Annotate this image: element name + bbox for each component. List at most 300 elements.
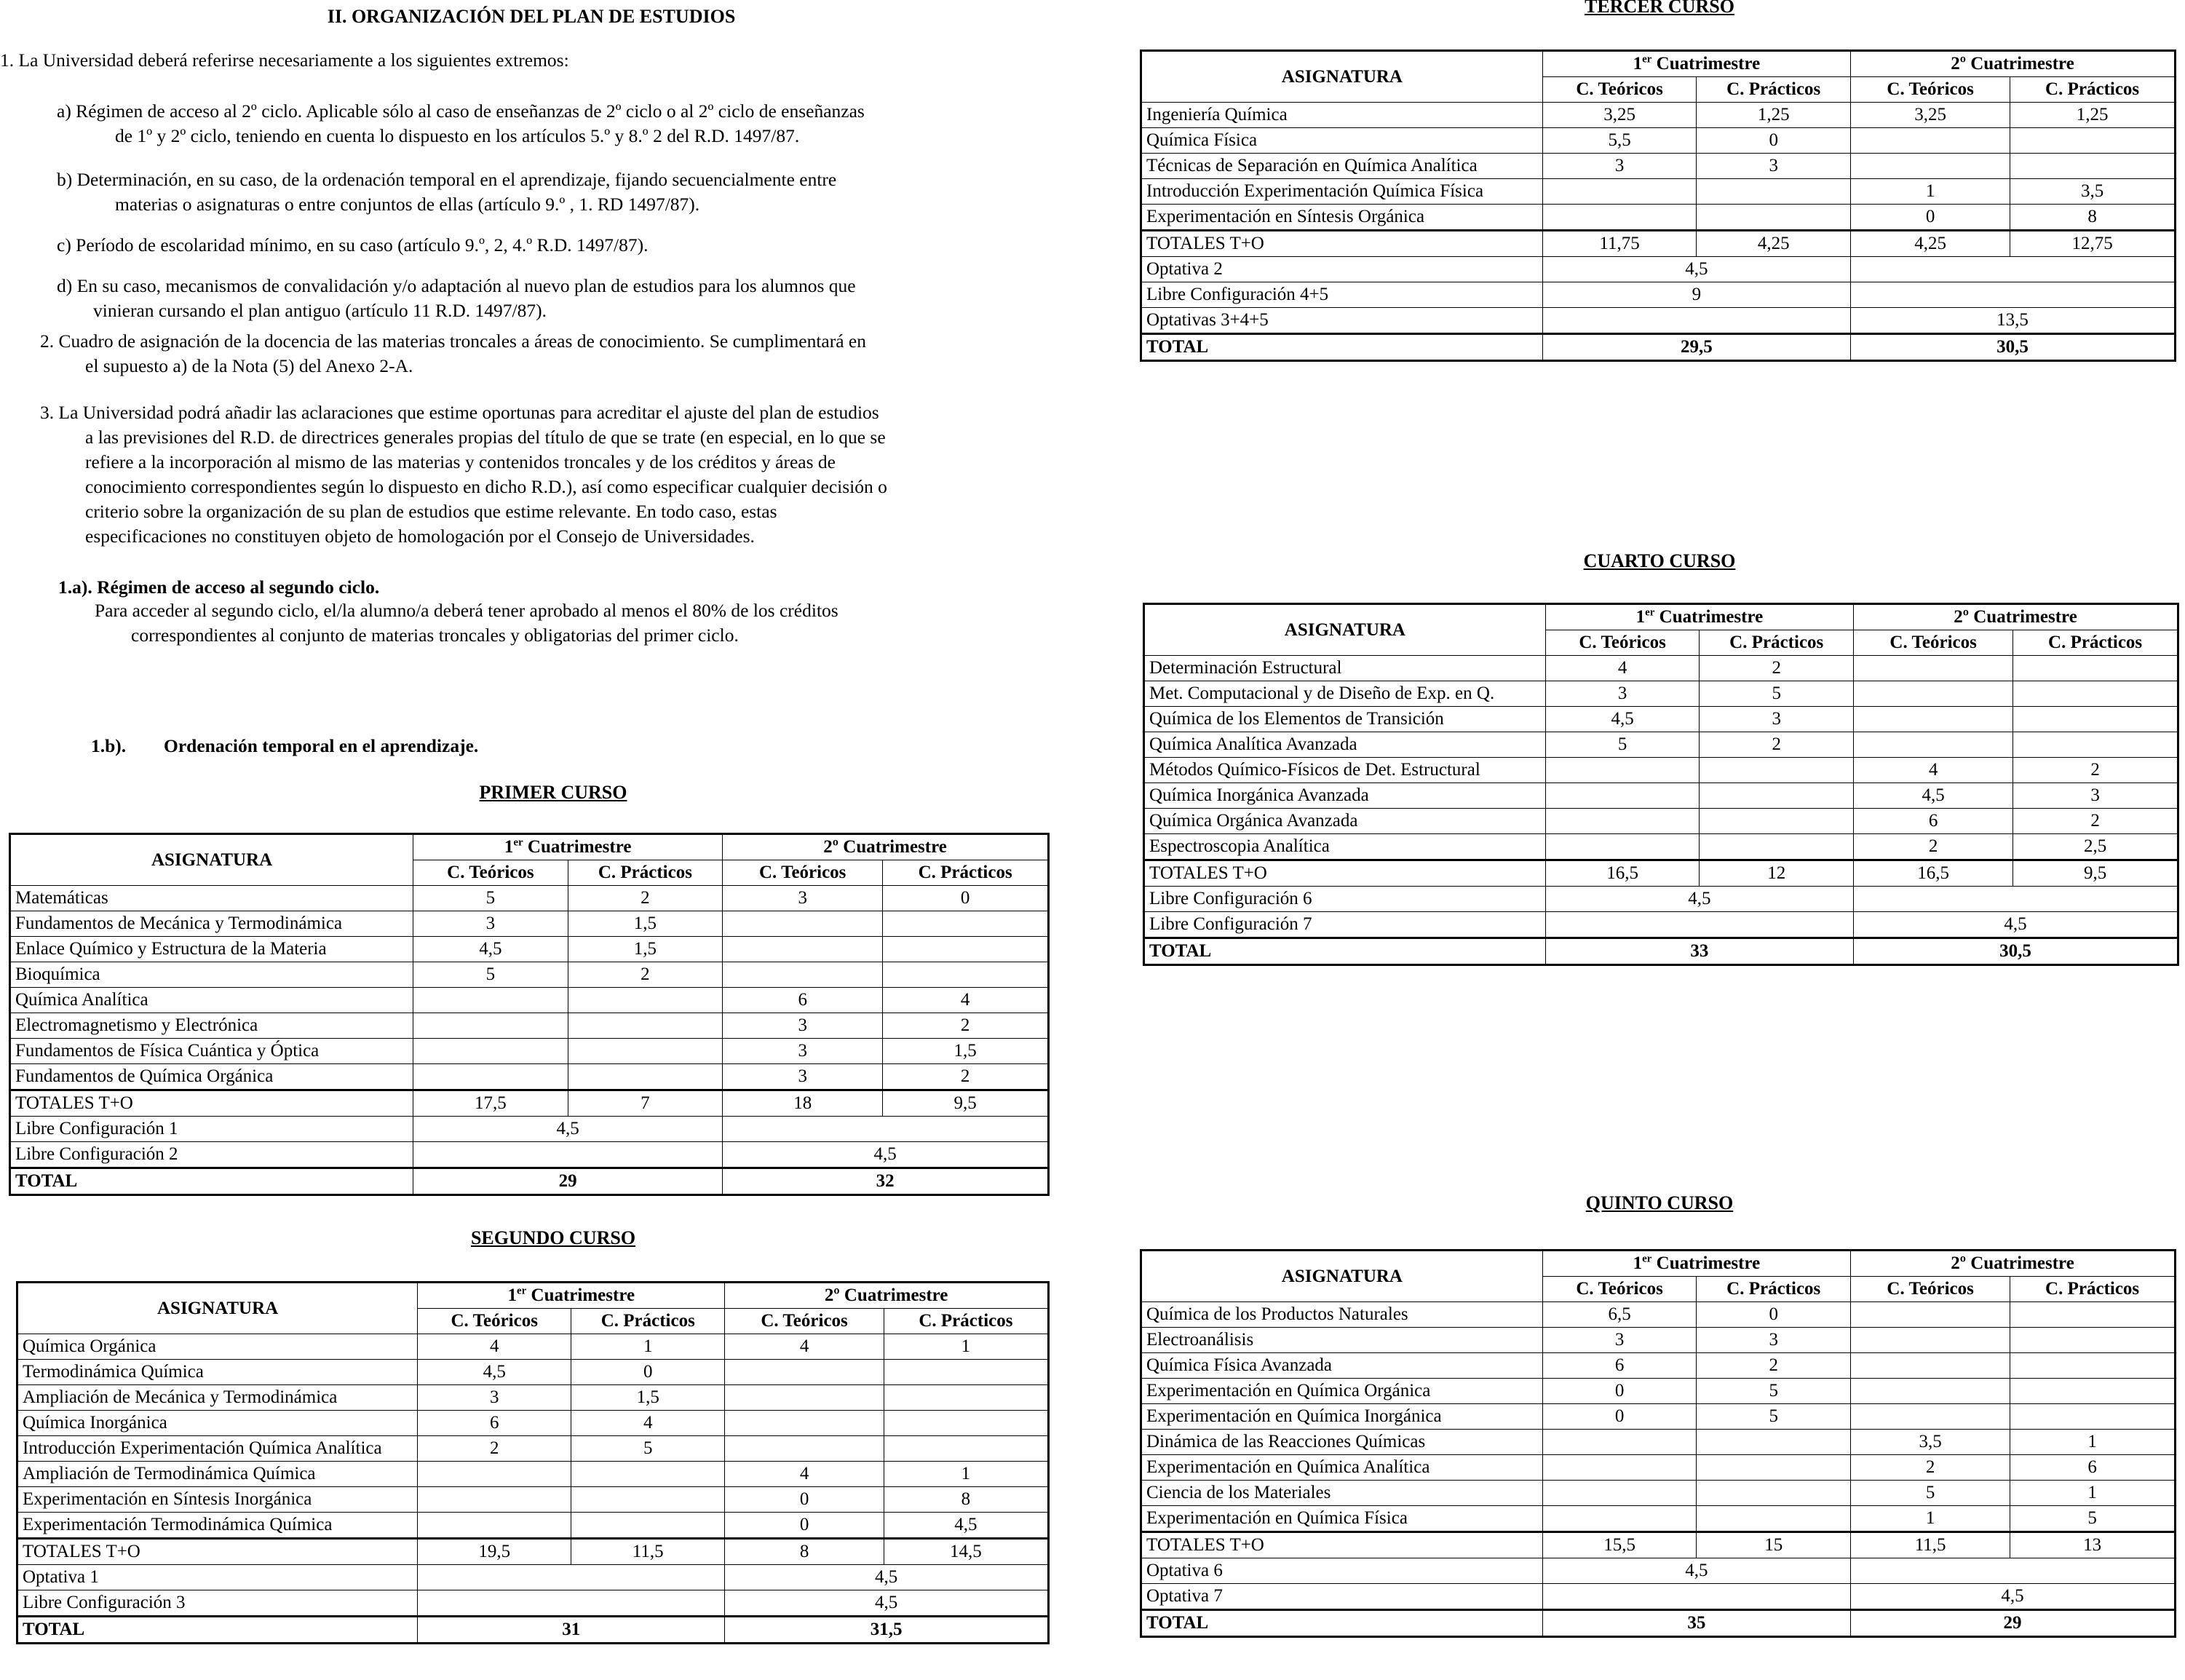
credit-cell: [1854, 681, 2013, 707]
credit-cell: [884, 1385, 1048, 1411]
extra-label: Optativa 2: [1141, 257, 1543, 282]
credit-cell: 3: [1542, 154, 1697, 179]
extra-label: Libre Configuración 2: [10, 1142, 413, 1168]
extra-label: Optativas 3+4+5: [1141, 308, 1543, 334]
credit-cell: 4,5: [1545, 707, 1700, 732]
totales-label: TOTALES T+O: [17, 1539, 418, 1565]
section-1a-title: 1.a). Régimen de acceso al segundo ciclo.: [58, 576, 380, 598]
total-cuatrimestre-2: 32: [723, 1168, 1049, 1195]
credit-cell: [1700, 809, 1854, 834]
credit-cell: [1542, 1481, 1697, 1506]
teoricos-header: C. Teóricos: [1851, 77, 2010, 103]
cuatrimestre-2-header: 2º Cuatrimestre: [723, 834, 1049, 860]
table-row: [10, 886, 1049, 911]
subject-name: Experimentación en Química Orgánica: [1141, 1379, 1543, 1404]
practicos-header: C. Prácticos: [2010, 1277, 2176, 1302]
credit-cell: [725, 1411, 884, 1436]
subject-name: Electromagnetismo y Electrónica: [10, 1013, 413, 1039]
extra-cuatrimestre-1: [418, 1590, 725, 1617]
practicos-header: C. Prácticos: [883, 860, 1049, 886]
credit-cell: 0: [1851, 205, 2010, 231]
totales-cell: 8: [725, 1539, 884, 1565]
total-row: [1141, 1610, 2176, 1637]
credit-cell: [884, 1360, 1048, 1385]
totales-cell: 7: [568, 1090, 723, 1117]
table-row: [10, 1064, 1049, 1090]
credit-cell: 3: [1697, 154, 1851, 179]
extra-row: [1141, 1558, 2176, 1584]
credit-cell: 8: [2010, 205, 2176, 231]
section-1a-text: [95, 598, 1041, 648]
header-row-1: [1141, 1251, 2176, 1277]
subject-name: Fundamentos de Química Orgánica: [10, 1064, 413, 1090]
table-row: [17, 1411, 1049, 1436]
subject-name: Química de los Productos Naturales: [1141, 1302, 1543, 1328]
credit-cell: 6: [1854, 809, 2013, 834]
credit-cell: [723, 911, 883, 937]
cuatrimestre-2-header: 2º Cuatrimestre: [1851, 1251, 2176, 1277]
credit-cell: 4: [571, 1411, 725, 1436]
intro-a: [57, 99, 1032, 148]
cuatrimestre-1-header: 1er Cuatrimestre: [1545, 604, 1853, 630]
total-cuatrimestre-1: 35: [1542, 1610, 1850, 1637]
practicos-header: C. Prácticos: [1700, 630, 1854, 656]
credit-cell: [1854, 656, 2013, 681]
credit-cell: 2: [568, 962, 723, 988]
extra-cuatrimestre-1: 4,5: [1545, 887, 1853, 912]
practicos-header: C. Prácticos: [1697, 77, 1851, 103]
credit-cell: 6: [2010, 1455, 2176, 1481]
credit-cell: [413, 1039, 568, 1064]
credit-cell: [1854, 732, 2013, 758]
intro-p2: [40, 329, 1037, 379]
extra-cuatrimestre-2: [1851, 282, 2176, 308]
credit-cell: [571, 1513, 725, 1539]
credit-cell: 4: [1854, 758, 2013, 783]
credit-cell: [1697, 1455, 1851, 1481]
credit-cell: 1,5: [568, 911, 723, 937]
credit-cell: [1851, 154, 2010, 179]
credit-cell: [1542, 1506, 1697, 1532]
totales-cell: 14,5: [884, 1539, 1048, 1565]
credit-cell: 3,25: [1851, 103, 2010, 128]
cuatrimestre-2-header: 2º Cuatrimestre: [1854, 604, 2178, 630]
subject-name: Ampliación de Termodinámica Química: [17, 1462, 418, 1487]
extra-cuatrimestre-1: 4,5: [1542, 1558, 1850, 1584]
total-cuatrimestre-1: 29: [413, 1168, 723, 1195]
extra-row: [10, 1142, 1049, 1168]
extra-label: Libre Configuración 1: [10, 1117, 413, 1142]
credit-cell: [418, 1487, 571, 1513]
total-row: [1141, 334, 2176, 361]
credit-cell: 4,5: [413, 937, 568, 962]
extra-label: Libre Configuración 6: [1144, 887, 1546, 912]
credit-cell: 6: [723, 988, 883, 1013]
credit-cell: 1: [1851, 179, 2010, 205]
totales-label: TOTALES T+O: [1144, 860, 1546, 887]
table-row: [1141, 1353, 2176, 1379]
section-1b-number: 1.b).: [91, 735, 127, 756]
intro-a-line1: a) Régimen de acceso al 2º ciclo. Aplicable sólo al caso de enseñanzas de 2º ciclo o al 2º ciclo de enseñanzas: [57, 100, 865, 122]
subject-name: Ingeniería Química: [1141, 103, 1543, 128]
credit-cell: [1542, 1455, 1697, 1481]
credit-cell: 3: [1545, 681, 1700, 707]
credit-cell: 3: [723, 886, 883, 911]
teoricos-header: C. Teóricos: [1851, 1277, 2010, 1302]
intro-c-line1: c) Período de escolaridad mínimo, en su caso (artículo 9.º, 2, 4.º R.D. 1497/87).: [57, 234, 649, 255]
intro-d-line2: vinieran cursando el plan antiguo (artículo 11 R.D. 1497/87).: [93, 300, 547, 321]
credit-cell: [1545, 809, 1700, 834]
subject-name: Ampliación de Mecánica y Termodinámica: [17, 1385, 418, 1411]
extra-cuatrimestre-2: [1851, 257, 2176, 282]
credit-cell: 3: [413, 911, 568, 937]
subject-name: Química Física: [1141, 128, 1543, 154]
subject-name: Química Analítica: [10, 988, 413, 1013]
teoricos-header: C. Teóricos: [1542, 1277, 1697, 1302]
totales-cell: 12,75: [2010, 231, 2176, 257]
credit-cell: 5: [2010, 1506, 2176, 1532]
subject-name: Química Analítica Avanzada: [1144, 732, 1546, 758]
table-row: [1141, 205, 2176, 231]
intro-p3: [40, 400, 1037, 549]
subject-name: Química Física Avanzada: [1141, 1353, 1543, 1379]
credit-cell: [1697, 1481, 1851, 1506]
credit-cell: [1542, 205, 1697, 231]
credit-cell: 5: [1545, 732, 1700, 758]
table-row: [10, 962, 1049, 988]
extra-row: [1141, 282, 2176, 308]
credit-cell: [1697, 179, 1851, 205]
credit-cell: [883, 911, 1049, 937]
extra-label: Libre Configuración 3: [17, 1590, 418, 1617]
extra-cuatrimestre-1: 4,5: [413, 1117, 723, 1142]
intro-p3-line3: refiere a la incorporación al mismo de las materias y contenidos troncales y de los créditos y áreas de: [85, 451, 836, 472]
credit-cell: [725, 1360, 884, 1385]
table-row: [10, 911, 1049, 937]
credit-cell: [413, 988, 568, 1013]
totales-cell: 11,5: [571, 1539, 725, 1565]
table-row: [1144, 732, 2178, 758]
intro-b-line2: materias o asignaturas o entre conjuntos de ellas (artículo 9.º , 1. RD 1497/87).: [115, 194, 700, 215]
totales-row: [10, 1090, 1049, 1117]
total-row: [1144, 938, 2178, 965]
credit-cell: 2: [883, 1064, 1049, 1090]
table-row: [1141, 103, 2176, 128]
teoricos-header: C. Teóricos: [413, 860, 568, 886]
credit-cell: 5: [1697, 1379, 1851, 1404]
extra-cuatrimestre-2: 4,5: [725, 1590, 1049, 1617]
credit-cell: 0: [1542, 1404, 1697, 1430]
credit-cell: [1854, 707, 2013, 732]
segundo-curso-title: SEGUNDO CURSO: [470, 1227, 636, 1248]
extra-cuatrimestre-2: [723, 1117, 1049, 1142]
subject-name: Técnicas de Separación en Química Analítica: [1141, 154, 1543, 179]
credit-cell: [418, 1513, 571, 1539]
table-row: [1144, 834, 2178, 860]
credit-cell: 3: [1697, 1328, 1851, 1353]
subject-name: Bioquímica: [10, 962, 413, 988]
extra-cuatrimestre-1: 4,5: [1542, 257, 1850, 282]
credit-cell: [1851, 1328, 2010, 1353]
total-cuatrimestre-2: 30,5: [1851, 334, 2176, 361]
table-row: [1141, 1481, 2176, 1506]
totales-row: [1141, 231, 2176, 257]
credit-cell: [723, 937, 883, 962]
credit-cell: 3: [2013, 783, 2178, 809]
cuatrimestre-2-header: 2º Cuatrimestre: [725, 1283, 1049, 1309]
totales-row: [17, 1539, 1049, 1565]
header-row-1: [10, 834, 1049, 860]
section-1a-line2: correspondientes al conjunto de materias troncales y obligatorias del primer ciclo.: [131, 625, 739, 646]
practicos-header: C. Prácticos: [1697, 1277, 1851, 1302]
primer-curso-title: PRIMER CURSO: [479, 782, 627, 803]
credit-cell: 1,25: [2010, 103, 2176, 128]
intro-d-line1: d) En su caso, mecanismos de convalidación y/o adaptación al nuevo plan de estudios para los alumnos que: [57, 275, 856, 296]
credit-cell: 6: [1542, 1353, 1697, 1379]
credit-cell: [2010, 1353, 2176, 1379]
table-row: [1141, 128, 2176, 154]
credit-cell: 3,5: [1851, 1430, 2010, 1455]
credit-cell: 5: [413, 962, 568, 988]
credit-cell: 2: [1697, 1353, 1851, 1379]
quinto-curso-title: QUINTO CURSO: [1585, 1192, 1734, 1213]
tercer-curso-table: [1140, 49, 2176, 362]
teoricos-header: C. Teóricos: [418, 1309, 571, 1334]
total-row: [17, 1617, 1049, 1644]
credit-cell: 0: [883, 886, 1049, 911]
credit-cell: 0: [1697, 128, 1851, 154]
credit-cell: 4,5: [884, 1513, 1048, 1539]
total-row: [10, 1168, 1049, 1195]
practicos-header: C. Prácticos: [568, 860, 723, 886]
teoricos-header: C. Teóricos: [725, 1309, 884, 1334]
subject-name: Experimentación en Química Inorgánica: [1141, 1404, 1543, 1430]
extra-cuatrimestre-1: [1542, 308, 1850, 334]
credit-cell: 1,25: [1697, 103, 1851, 128]
credit-cell: [1542, 1430, 1697, 1455]
total-cuatrimestre-2: 29: [1851, 1610, 2176, 1637]
intro-p1: 1. La Universidad deberá referirse necesariamente a los siguientes extremos:: [0, 49, 569, 71]
credit-cell: 2: [1700, 732, 1854, 758]
table-row: [10, 937, 1049, 962]
totales-cell: 16,5: [1854, 860, 2013, 887]
total-cuatrimestre-2: 31,5: [725, 1617, 1049, 1644]
credit-cell: [883, 962, 1049, 988]
credit-cell: [884, 1436, 1048, 1462]
credit-cell: [1545, 758, 1700, 783]
table-row: [1141, 154, 2176, 179]
credit-cell: [2010, 128, 2176, 154]
asignatura-header: ASIGNATURA: [1141, 1251, 1543, 1302]
subject-name: Introducción Experimentación Química Analítica: [17, 1436, 418, 1462]
total-cuatrimestre-2: 30,5: [1854, 938, 2178, 965]
subject-name: Experimentación en Química Analítica: [1141, 1455, 1543, 1481]
tercer-curso-title: TERCER CURSO: [1585, 0, 1734, 17]
table-row: [17, 1513, 1049, 1539]
intro-p2-line1: 2. Cuadro de asignación de la docencia de las materias troncales a áreas de conocimiento. Se cumplimentará en: [40, 330, 866, 352]
extra-cuatrimestre-2: 4,5: [725, 1565, 1049, 1590]
extra-cuatrimestre-2: 4,5: [1854, 912, 2178, 938]
extra-cuatrimestre-1: [1542, 1584, 1850, 1610]
table-row: [1141, 1455, 2176, 1481]
subject-name: Espectroscopia Analítica: [1144, 834, 1546, 860]
credit-cell: [568, 988, 723, 1013]
table-row: [1144, 656, 2178, 681]
asignatura-header: ASIGNATURA: [1141, 51, 1543, 103]
subject-name: Experimentación en Síntesis Orgánica: [1141, 205, 1543, 231]
credit-cell: [568, 1064, 723, 1090]
intro-p3-line1: 3. La Universidad podrá añadir las aclaraciones que estime oportunas para acreditar el ajuste del plan de estudios: [40, 402, 879, 423]
extra-label: Libre Configuración 7: [1144, 912, 1546, 938]
totales-cell: 18: [723, 1090, 883, 1117]
totales-cell: 19,5: [418, 1539, 571, 1565]
credit-cell: [2010, 1328, 2176, 1353]
extra-row: [10, 1117, 1049, 1142]
credit-cell: 4: [1545, 656, 1700, 681]
totales-row: [1141, 1532, 2176, 1558]
subject-name: Enlace Químico y Estructura de la Materia: [10, 937, 413, 962]
credit-cell: 3,5: [2010, 179, 2176, 205]
table-row: [10, 1039, 1049, 1064]
credit-cell: 2: [568, 886, 723, 911]
credit-cell: 1,5: [571, 1385, 725, 1411]
credit-cell: [1545, 783, 1700, 809]
extra-row: [1141, 1584, 2176, 1610]
intro-c: [57, 233, 1032, 258]
credit-cell: [1697, 1506, 1851, 1532]
credit-cell: 2: [1851, 1455, 2010, 1481]
practicos-header: C. Prácticos: [2013, 630, 2178, 656]
totales-cell: 15: [1697, 1532, 1851, 1558]
totales-cell: 17,5: [413, 1090, 568, 1117]
extra-row: [17, 1565, 1049, 1590]
credit-cell: 6: [418, 1411, 571, 1436]
total-label: TOTAL: [1141, 334, 1543, 361]
section-1b-title: Ordenación temporal en el aprendizaje.: [164, 735, 479, 756]
subject-name: Experimentación en Química Física: [1141, 1506, 1543, 1532]
extra-cuatrimestre-2: [1851, 1558, 2176, 1584]
credit-cell: [1542, 179, 1697, 205]
credit-cell: [1851, 128, 2010, 154]
primer-curso-table: [9, 833, 1050, 1196]
table-row: [1144, 707, 2178, 732]
credit-cell: [413, 1064, 568, 1090]
credit-cell: 4,5: [418, 1360, 571, 1385]
credit-cell: [2010, 1404, 2176, 1430]
intro-p2-line2: el supuesto a) de la Nota (5) del Anexo 2-A.: [85, 355, 413, 376]
totales-cell: 12: [1700, 860, 1854, 887]
extra-row: [1144, 912, 2178, 938]
extra-cuatrimestre-1: [418, 1565, 725, 1590]
table-row: [10, 1013, 1049, 1039]
totales-cell: 16,5: [1545, 860, 1700, 887]
extra-row: [1141, 257, 2176, 282]
header-row-1: [1141, 51, 2176, 77]
asignatura-header: ASIGNATURA: [10, 834, 413, 886]
quinto-curso-table: [1140, 1249, 2176, 1638]
credit-cell: [568, 1039, 723, 1064]
credit-cell: 0: [725, 1513, 884, 1539]
total-cuatrimestre-1: 31: [418, 1617, 725, 1644]
table-row: [1141, 1379, 2176, 1404]
credit-cell: [1700, 758, 1854, 783]
credit-cell: 6,5: [1542, 1302, 1697, 1328]
credit-cell: [723, 962, 883, 988]
cuarto-curso-table: [1143, 603, 2179, 966]
credit-cell: 2: [1854, 834, 2013, 860]
credit-cell: 2,5: [2013, 834, 2178, 860]
totales-cell: 9,5: [883, 1090, 1049, 1117]
header-row-1: [1144, 604, 2178, 630]
table-row: [17, 1360, 1049, 1385]
credit-cell: [568, 1013, 723, 1039]
subject-name: Experimentación Termodinámica Química: [17, 1513, 418, 1539]
table-row: [17, 1385, 1049, 1411]
table-row: [1141, 1506, 2176, 1532]
extra-cuatrimestre-1: 9: [1542, 282, 1850, 308]
subject-name: Química de los Elementos de Transición: [1144, 707, 1546, 732]
credit-cell: 1: [884, 1462, 1048, 1487]
credit-cell: [1851, 1353, 2010, 1379]
credit-cell: [883, 937, 1049, 962]
total-label: TOTAL: [1144, 938, 1546, 965]
credit-cell: 0: [571, 1360, 725, 1385]
intro-p3-line2: a las previsiones del R.D. de directrices generales propias del título de que se trate (en especial, en lo que se: [85, 427, 886, 448]
credit-cell: 2: [883, 1013, 1049, 1039]
credit-cell: 4: [883, 988, 1049, 1013]
intro-d: [57, 274, 1032, 323]
credit-cell: [413, 1013, 568, 1039]
subject-name: Fundamentos de Física Cuántica y Óptica: [10, 1039, 413, 1064]
totales-cell: 9,5: [2013, 860, 2178, 887]
subject-name: Química Inorgánica: [17, 1411, 418, 1436]
credit-cell: 3: [1700, 707, 1854, 732]
credit-cell: [725, 1385, 884, 1411]
section-1a-line1: Para acceder al segundo ciclo, el/la alumno/a deberá tener aprobado al menos el 80% de los créditos: [95, 600, 838, 621]
totales-cell: 4,25: [1697, 231, 1851, 257]
credit-cell: [2013, 681, 2178, 707]
credit-cell: [1697, 1430, 1851, 1455]
credit-cell: 5: [1851, 1481, 2010, 1506]
total-label: TOTAL: [1141, 1610, 1543, 1637]
credit-cell: 2: [2013, 758, 2178, 783]
credit-cell: [1697, 205, 1851, 231]
table-row: [1144, 809, 2178, 834]
totales-row: [1144, 860, 2178, 887]
cuatrimestre-1-header: 1er Cuatrimestre: [1542, 1251, 1850, 1277]
credit-cell: [725, 1436, 884, 1462]
table-row: [17, 1462, 1049, 1487]
teoricos-header: C. Teóricos: [1545, 630, 1700, 656]
total-label: TOTAL: [17, 1617, 418, 1644]
credit-cell: 0: [1542, 1379, 1697, 1404]
credit-cell: 3: [723, 1064, 883, 1090]
credit-cell: 1: [2010, 1481, 2176, 1506]
asignatura-header: ASIGNATURA: [17, 1283, 418, 1334]
credit-cell: 3: [723, 1039, 883, 1064]
total-cuatrimestre-1: 33: [1545, 938, 1853, 965]
credit-cell: 4: [725, 1334, 884, 1360]
subject-name: Dinámica de las Reacciones Químicas: [1141, 1430, 1543, 1455]
credit-cell: 1,5: [568, 937, 723, 962]
credit-cell: 3: [418, 1385, 571, 1411]
segundo-curso-table: [16, 1281, 1050, 1644]
extra-row: [1141, 308, 2176, 334]
table-row: [1141, 1328, 2176, 1353]
intro-p3-line4: conocimiento correspondientes según lo dispuesto en dicho R.D.), así como especificar cualquier decisión o: [85, 476, 887, 497]
totales-cell: 4,25: [1851, 231, 2010, 257]
cuatrimestre-1-header: 1er Cuatrimestre: [1542, 51, 1850, 77]
